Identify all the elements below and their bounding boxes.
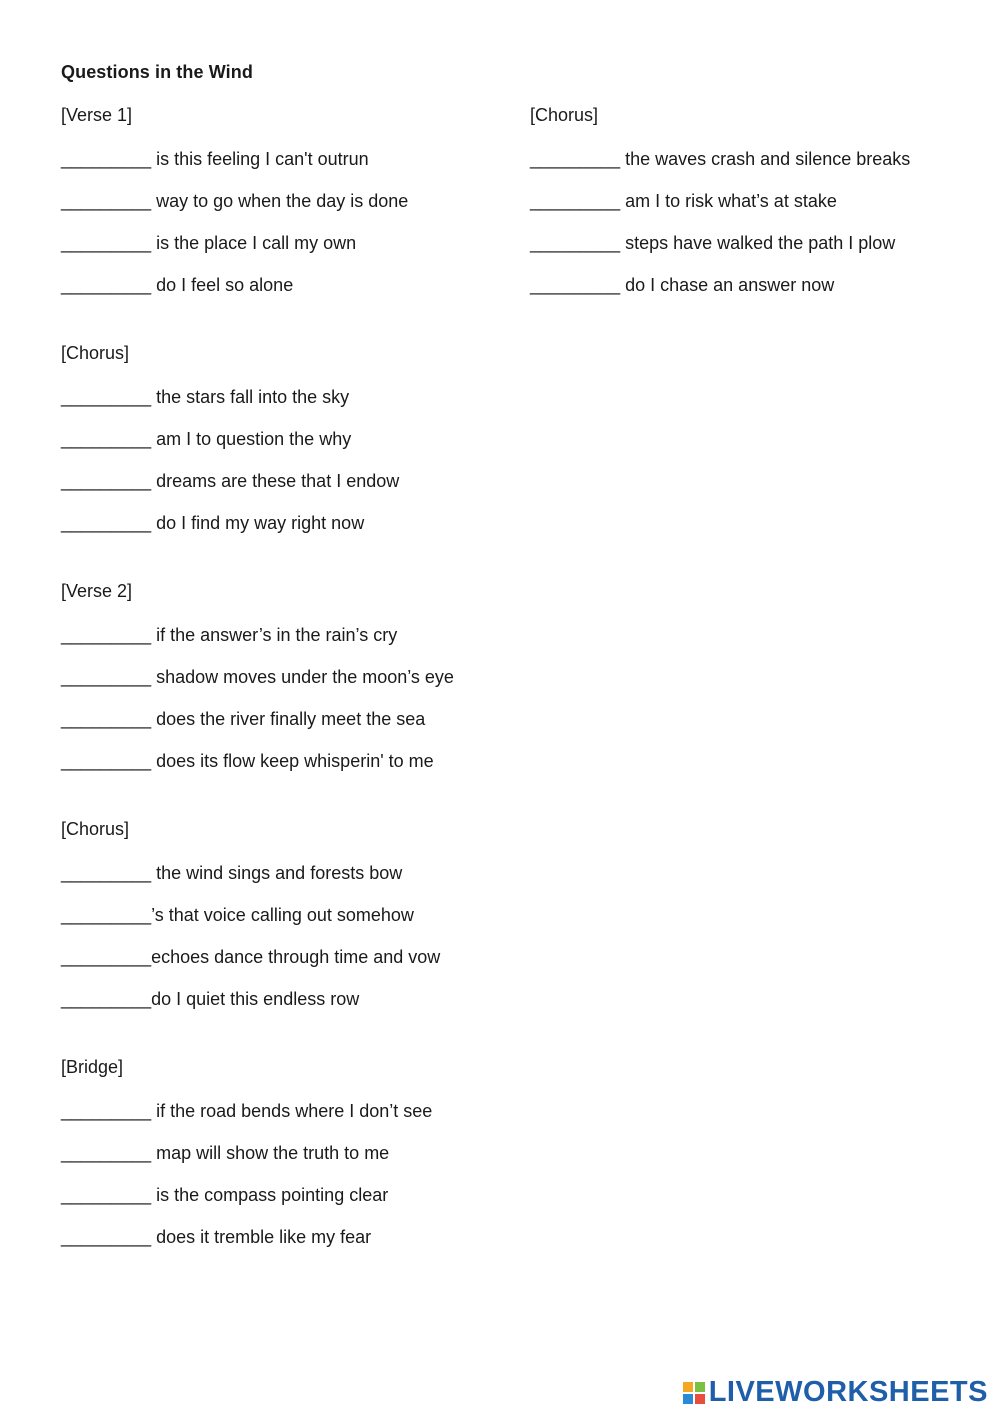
lyric-line: _________ the waves crash and silence breaks bbox=[530, 149, 911, 169]
section-heading: [Verse 2] bbox=[61, 581, 133, 601]
section-verse-1 bbox=[61, 103, 491, 299]
lyric-line: _________echoes dance through time and vow bbox=[61, 947, 441, 967]
lyric-line: _________ do I feel so alone bbox=[61, 275, 294, 295]
section-chorus-1 bbox=[61, 341, 491, 537]
section-chorus-3 bbox=[530, 103, 960, 299]
section-verse-2 bbox=[61, 579, 491, 775]
lyric-line: _________ is this feeling I can't outrun bbox=[61, 149, 369, 169]
section-heading: [Verse 1] bbox=[61, 105, 133, 125]
lyric-line: _________ the wind sings and forests bow bbox=[61, 863, 403, 883]
lyric-line: _________ do I chase an answer now bbox=[530, 275, 835, 295]
lyric-line: _________ does its flow keep whisperin' to me bbox=[61, 751, 434, 771]
lyric-line: _________’s that voice calling out somehow bbox=[61, 905, 414, 925]
lyric-line: _________ dreams are these that I endow bbox=[61, 471, 400, 491]
lyric-line: _________ does it tremble like my fear bbox=[61, 1227, 372, 1247]
lyric-line: _________ is the compass pointing clear bbox=[61, 1185, 389, 1205]
lyric-line: _________ do I find my way right now bbox=[61, 513, 365, 533]
right-column bbox=[530, 103, 960, 299]
lyric-line: _________ map will show the truth to me bbox=[61, 1143, 390, 1163]
logo-block-e bbox=[695, 1394, 705, 1404]
lyric-line: _________ am I to question the why bbox=[61, 429, 352, 449]
section-heading: [Bridge] bbox=[61, 1057, 124, 1077]
lyric-line: _________ the stars fall into the sky bbox=[61, 387, 350, 407]
section-heading: [Chorus] bbox=[530, 105, 599, 125]
logo-text: LIVEWORKSHEETS bbox=[708, 1376, 988, 1408]
logo-block-i bbox=[695, 1382, 705, 1392]
lyric-line: _________do I quiet this endless row bbox=[61, 989, 360, 1009]
lyric-line: _________ if the answer’s in the rain’s cry bbox=[61, 625, 398, 645]
logo-block-l bbox=[683, 1382, 693, 1392]
worksheet-title: Questions in the Wind bbox=[61, 62, 253, 82]
section-bridge bbox=[61, 1055, 491, 1251]
logo-block-v bbox=[683, 1394, 693, 1404]
lyric-line: _________ am I to risk what’s at stake bbox=[530, 191, 837, 211]
section-chorus-2 bbox=[61, 817, 491, 1013]
liveworksheets-logo[interactable] bbox=[683, 1376, 988, 1409]
logo-blocks-icon bbox=[683, 1382, 705, 1404]
lyric-line: _________ shadow moves under the moon’s eye bbox=[61, 667, 454, 687]
left-column bbox=[61, 103, 491, 1251]
lyric-line: _________ does the river finally meet the sea bbox=[61, 709, 426, 729]
section-heading: [Chorus] bbox=[61, 819, 130, 839]
lyric-line: _________ if the road bends where I don’t see bbox=[61, 1101, 433, 1121]
section-heading: [Chorus] bbox=[61, 343, 130, 363]
lyric-line: _________ is the place I call my own bbox=[61, 233, 357, 253]
lyric-line: _________ steps have walked the path I plow bbox=[530, 233, 896, 253]
lyric-line: _________ way to go when the day is done bbox=[61, 191, 409, 211]
